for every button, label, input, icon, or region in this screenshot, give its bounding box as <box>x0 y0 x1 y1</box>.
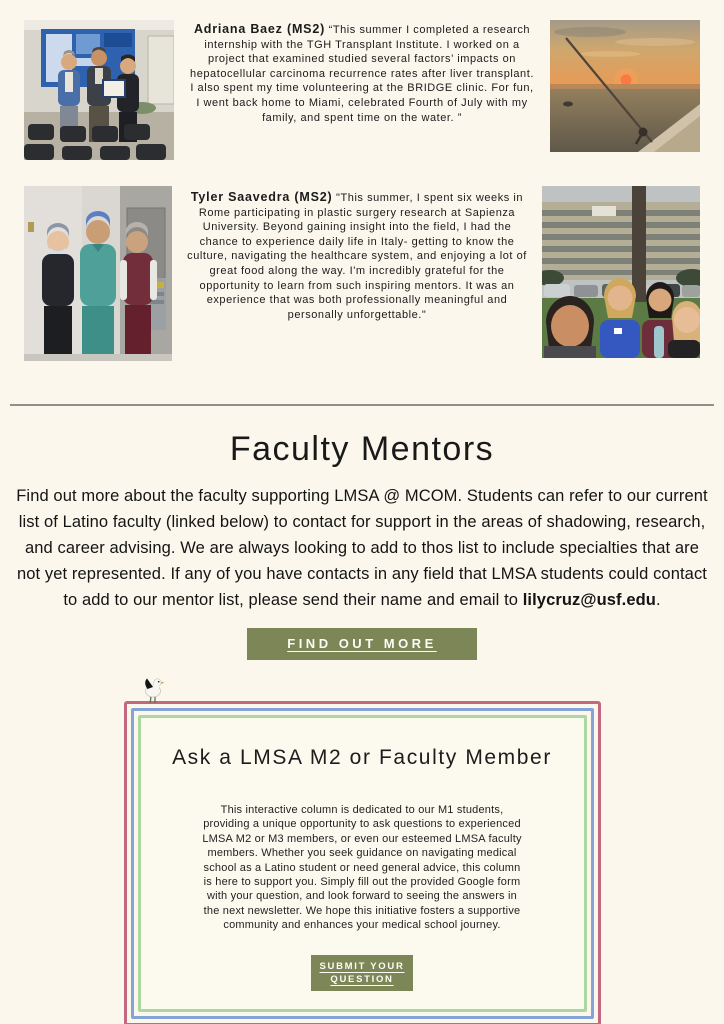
testimonial-tyler <box>0 160 724 361</box>
faculty-mentors-title: Faculty Mentors <box>229 430 495 468</box>
ask-box-title: Ask a LMSA M2 or Faculty Member <box>172 746 552 769</box>
seagull-icon <box>140 676 166 704</box>
box-border-pink <box>124 701 601 1024</box>
submit-question-button[interactable]: SUBMIT YOUR QUESTION <box>311 955 413 992</box>
find-out-more-button[interactable]: FIND OUT MORE <box>247 628 477 660</box>
photo-group-selfie <box>542 186 700 358</box>
mentor-email: lilycruz@usf.edu <box>522 591 656 609</box>
student-name: Adriana Baez (MS2) <box>193 22 326 36</box>
section-divider <box>10 404 714 406</box>
testimonial-text <box>185 186 529 322</box>
photo-sunset-fishing <box>550 20 700 152</box>
photo-surgical-team <box>24 186 172 361</box>
ask-box-body: This interactive column is dedicated to our M1 students, providing a unique opportunity to ask questions to experienced LMSA M2 or M3 members, or even our esteemed LMSA faculty members. Whether you seek guidance on navigating medical school as a Latino student or need general advice, this column is here to support you. Simply fill out the provided Google form with your question, and look forward to seeing the answers in the next newsletter. We hope this initiative fosters a supportive community and enhances your medical school journey. <box>202 804 522 932</box>
testimonial-text <box>187 20 537 125</box>
testimonial-adriana <box>0 0 724 160</box>
box-border-blue <box>131 708 594 1019</box>
faculty-mentors-body: Find out more about the faculty supporting LMSA @ MCOM. Students can refer to our current list of Latino faculty (linked below) to contact for support in the areas of shadowing, research, and career advising. We are always looking to add to thos list to include specialties that are not yet represented. If any of you have contacts in any field that LMSA students could contact to add to our mentor list, please send their name and email to lilycruz@usf.edu. <box>16 487 708 609</box>
ask-lmsa-box <box>124 701 601 1024</box>
photo-research-presentation <box>24 20 174 160</box>
student-quote: "This summer, I spent six weeks in Rome participating in plastic surgery research at Sapienza University. Beyond gaining insight into the field, I had the chance to experience daily life in Italy- getting to know the culture, navigating the healthcare system, and enjoying a lot of great food along the way. I'm incredibly grateful for the opportunity to learn from such inspiring mentors. It was an experience that was both professionally meaningful and personally unforgettable." <box>187 192 527 321</box>
student-name: Tyler Saavedra (MS2) <box>190 190 333 204</box>
box-border-green <box>138 715 587 1012</box>
student-quote: “This summer I completed a research internship with the TGH Transplant Institute. I worked on a project that examined studied several factors’ impacts on hepatocellular carcinoma recurrence rates after liver transplant. I also spent my time volunteering at the BRIDGE clinic. For fun, I went back home to Miami, celebrated Fourth of July with my family, and spent time on the water. ” <box>190 24 534 124</box>
faculty-mentors-section <box>0 430 724 660</box>
